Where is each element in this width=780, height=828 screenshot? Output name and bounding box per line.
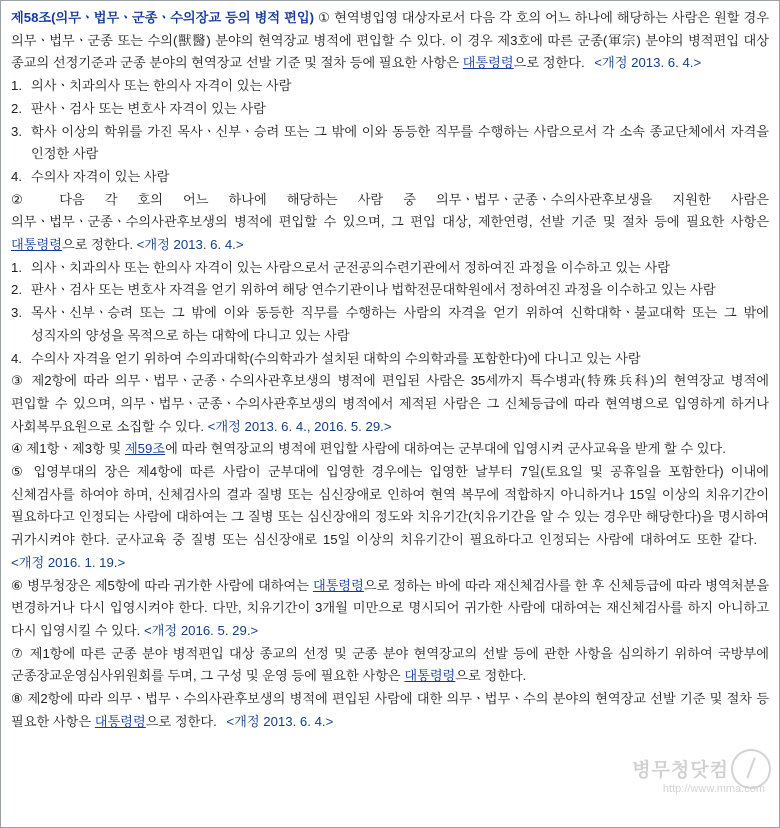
amendment-note: <개정 2013. 6. 4.> [226,713,334,729]
numbered-list-1 [11,75,769,189]
paragraph-1-text-a: 현역병입영 대상자로서 다음 각 호의 어느 하나에 해당하는 사람은 원할 경우 의무ㆍ법무ㆍ군종 또는 수의(獸醫) 분야의 현역장교 병적에 편입할 수 있다. 이 경우 제3호에 따른 군종(軍宗) 분야의 병적편입 대상 종교의 선정기준과 군종 분야의 현역장교 선발 기준 및 절차 등에 필요한 사항은 [11,10,769,71]
paragraph-8-text-a: 제2항에 따라 의무ㆍ법무ㆍ수의사관후보생의 병적에 편입된 사람에 대한 의무ㆍ법무ㆍ수의 분야의 현역장교 선발 기준 및 절차 등 필요한 사항은 [11,691,769,729]
paragraph-marker: ② [11,191,40,207]
list-item-number: 2. [11,282,22,298]
paragraph-5 [11,461,769,575]
paragraph-1-text-b: 으로 정한다. [513,55,589,71]
watermark [559,749,773,823]
list-item-text: 판사ㆍ검사 또는 변호사 자격이 있는 사람 [31,100,266,116]
list-item [11,121,769,166]
paragraph-5-text: 입영부대의 장은 제4항에 따른 사람이 군부대에 입영한 경우에는 입영한 날부터 7일(토요일 및 공휴일을 포함한다) 이내에 신체검사를 하여야 하며, 신체검사의 결과 질병 또는 심신장애로 인하여 현역 복무에 적합하지 아니하거나 15일 이상의 치유기간이 필요하다고 인정되는 사람에 대하여는 그 질병 또는 심신장애의 정도와 치유기간(치유기간을 알 수 있는 경우만 해당한다)을 명시하여 귀가시켜야 한다. 군사교육 중 질병 또는 심신장애로 15일 이상의 치유기간이 필요하다고 인정되는 사람에 대하여도 또한 같다. [11,464,769,548]
article-title: 제58조(의무ㆍ법무ㆍ군종ㆍ수의장교 등의 병적 편입) [11,10,314,25]
list-item [11,302,769,347]
paragraph-3 [11,370,769,438]
watermark-url: http://www.mma.com [662,783,765,795]
watermark-text: 병무청닷컴 [632,760,729,781]
amendment-note: <개정 2013. 6. 4.> [594,55,702,71]
amendment-note: <개정 2016. 5. 29.> [143,622,259,638]
paragraph-4-text-a: 제1항ㆍ제3항 및 [22,441,125,457]
paragraph-6 [11,575,769,643]
paragraph-marker: ③ [11,373,26,389]
paragraph-marker: ⑦ [11,645,25,661]
list-item [11,75,769,98]
numbered-list-2 [11,257,769,371]
list-item [11,348,769,371]
list-item-number: 1. [11,259,22,275]
paragraph-marker: ⑤ [11,464,27,480]
list-item-text: 학사 이상의 학위를 가진 목사ㆍ신부ㆍ승려 또는 그 밖에 이와 동등한 직무를 수행하는 사람으로서 각 소속 종교단체에서 자격을 인정한 사람 [31,123,769,162]
paragraph-8-text-b: 으로 정한다. [145,713,221,729]
list-item [11,98,769,121]
paragraph-6-text-a: 병무청장은 제5항에 따라 귀가한 사람에 대하여는 [23,577,313,593]
list-item-number: 4. [11,350,22,366]
paragraph-7-text-a: 제1항에 따른 군종 분야 병적편입 대상 종교의 선정 및 군종 분야 현역장교의 선발 등에 관한 사항을 심의하기 위하여 국방부에 군종장교운영심사위원회를 두며, 그 구성 및 운영 등에 필요한 사항은 [11,645,769,684]
watermark-logo-icon [731,749,771,789]
list-item-number: 3. [11,305,22,321]
paragraph-3-text: 제2항에 따라 의무ㆍ법무ㆍ군종ㆍ수의사관후보생의 병적에 편입된 사람은 35세까지 특수병과(特殊兵科)의 현역장교 병적에 편입할 수 있으며, 의무ㆍ법무ㆍ군종ㆍ수의사관후보생의 병적에서 제적된 사람은 그 신체등급에 따라 현역병으로 입영하게 하거나 사회복무요원으로 소집할 수 있다. [11,373,769,434]
list-item-number: 1. [11,78,22,94]
amendment-note: <개정 2016. 1. 19.> [11,554,126,570]
amendment-note: <개정 2013. 6. 4.> [136,237,244,253]
list-item-text: 의사ㆍ치과의사 또는 한의사 자격이 있는 사람으로서 군전공의수련기관에서 정하여진 과정을 이수하고 있는 사람 [31,259,671,275]
law-link-presidential-decree[interactable]: 대통령령 [312,577,364,593]
list-item-text: 수의사 자격이 있는 사람 [31,168,170,184]
list-item [11,279,769,302]
paragraph-marker: ④ [11,441,23,457]
paragraph-2-text-b: 으로 정한다. [61,237,137,253]
paragraph-4 [11,438,769,461]
paragraph-4-text-b: 에 따라 현역장교의 병적에 편입할 사람에 대하여는 군부대에 입영시켜 군사교육을 받게 할 수 있다. [165,441,726,457]
article-body [11,7,769,734]
paragraph-8 [11,688,769,733]
law-link-presidential-decree[interactable]: 대통령령 [462,55,514,71]
list-item-number: 2. [11,100,22,116]
list-item-text: 수의사 자격을 얻기 위하여 수의과대학(수의학과가 설치된 대학의 수의학과를 포함한다)에 다니고 있는 사람 [31,350,641,366]
list-item-number: 4. [11,168,22,184]
paragraph-1 [11,7,769,75]
paragraph-marker: ⑧ [11,691,24,707]
list-item-number: 3. [11,123,22,139]
list-item-text: 의사ㆍ치과의사 또는 한의사 자격이 있는 사람 [31,78,292,94]
law-link-presidential-decree[interactable]: 대통령령 [404,668,456,684]
paragraph-7 [11,643,769,688]
list-item-text: 판사ㆍ검사 또는 변호사 자격을 얻기 위하여 해당 연수기관이나 법학전문대학원에서 정하여진 과정을 이수하고 있는 사람 [31,282,716,298]
list-item [11,257,769,280]
paragraph-2 [11,189,769,257]
paragraph-7-text-b: 으로 정한다. [455,668,527,684]
list-item-text: 목사ㆍ신부ㆍ승려 또는 그 밖에 이와 동등한 직무를 수행하는 사람의 자격을 얻기 위하여 신학대학ㆍ불교대학 또는 그 밖에 성직자의 양성을 목적으로 하는 대학에 다니고 있는 사람 [31,305,769,343]
list-item [11,166,769,189]
law-link-article-59[interactable]: 제59조 [124,441,166,457]
paragraph-marker: ① [317,10,331,25]
law-link-presidential-decree[interactable]: 대통령령 [94,713,146,729]
law-link-presidential-decree[interactable]: 대통령령 [11,237,62,253]
paragraph-6-text-b: 으로 정하는 바에 따라 재신체검사를 한 후 신체등급에 따라 병역처분을 변경하거나 다시 입영시켜야 한다. 다만, 치유기간이 3개월 미만으로 명시되어 귀가한 사람에 대하여는 재신체검사를 하지 아니하고 다시 입영시킬 수 있다. [11,577,769,638]
paragraph-2-text-a: 다음 각 호의 어느 하나에 해당하는 사람 중 의무ㆍ법무ㆍ군종ㆍ수의사관후보생을 지원한 사람은 의무ㆍ법무ㆍ군종ㆍ수의사관후보생의 병적에 편입할 수 있으며, 그 편입 대상, 제한연령, 선발 기준 및 절차 등에 필요한 사항은 [11,191,769,230]
paragraph-marker: ⑥ [11,577,24,593]
amendment-note: <개정 2013. 6. 4., 2016. 5. 29.> [207,418,392,434]
